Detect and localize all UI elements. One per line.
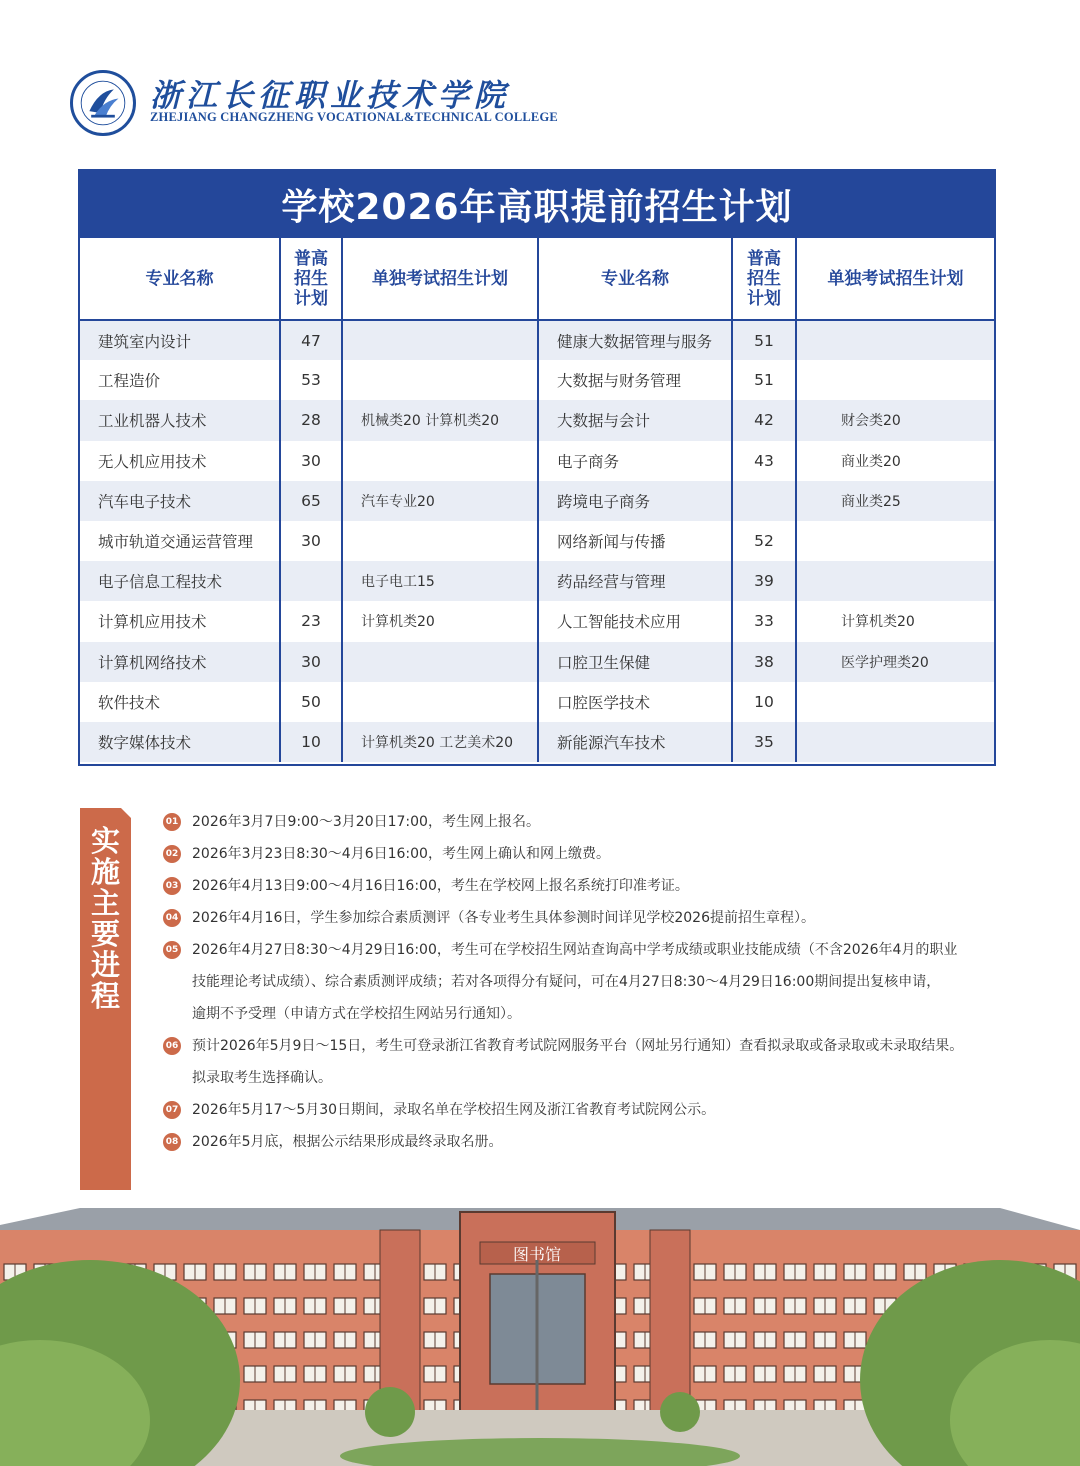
table-row bbox=[80, 722, 994, 762]
step-number-badge: 03 bbox=[163, 877, 181, 895]
col-header-general bbox=[280, 238, 342, 320]
major-name-cell: 药品经营与管理 bbox=[538, 561, 732, 601]
process-step bbox=[163, 1094, 1043, 1126]
school-logo bbox=[70, 70, 136, 136]
single-exam-plan-cell: 计算机类20 bbox=[796, 601, 994, 641]
process-title-char: 施 bbox=[90, 855, 120, 889]
process-step bbox=[163, 1126, 1043, 1158]
table-row bbox=[80, 481, 994, 521]
process-steps bbox=[163, 806, 1043, 1158]
major-name-cell: 数字媒体技术 bbox=[80, 722, 280, 762]
process-step bbox=[163, 934, 1043, 1030]
general-plan-cell: 47 bbox=[280, 320, 342, 360]
table-row bbox=[80, 441, 994, 481]
process-step bbox=[163, 870, 1043, 902]
single-exam-plan-cell bbox=[342, 320, 538, 360]
major-name-cell: 人工智能技术应用 bbox=[538, 601, 732, 641]
single-exam-plan-cell bbox=[342, 682, 538, 722]
major-name-cell: 建筑室内设计 bbox=[80, 320, 280, 360]
school-emblem-icon bbox=[73, 73, 133, 133]
table-row bbox=[80, 682, 994, 722]
process-step bbox=[163, 902, 1043, 934]
step-text-line: 技能理论考试成绩）、综合素质测评成绩；若对各项得分有疑问，可在4月27日8:30～4月29日16:00期间提出复核申请， bbox=[192, 974, 941, 990]
single-exam-plan-cell bbox=[796, 521, 994, 561]
col-header-general bbox=[732, 238, 796, 320]
step-text-line: 2026年4月13日9:00～4月16日16:00，考生在学校网上报名系统打印准考证。 bbox=[192, 878, 689, 894]
step-text-line: 2026年3月23日8:30～4月6日16:00，考生网上确认和网上缴费。 bbox=[192, 846, 610, 862]
col-header-general-line3: 计划 bbox=[294, 288, 328, 309]
major-name-cell: 计算机网络技术 bbox=[80, 642, 280, 682]
single-exam-plan-cell: 汽车专业20 bbox=[342, 481, 538, 521]
general-plan-cell: 30 bbox=[280, 441, 342, 481]
major-name-cell: 跨境电子商务 bbox=[538, 481, 732, 521]
general-plan-cell: 50 bbox=[280, 682, 342, 722]
general-plan-cell: 30 bbox=[280, 642, 342, 682]
school-name-en: ZHEJIANG CHANGZHENG VOCATIONAL&TECHNICAL COLLEGE bbox=[150, 110, 558, 124]
general-plan-cell: 51 bbox=[732, 320, 796, 360]
major-name-cell: 计算机应用技术 bbox=[80, 601, 280, 641]
single-exam-plan-cell: 医学护理类20 bbox=[796, 642, 994, 682]
col-header-general-line2: 招生 bbox=[747, 268, 781, 289]
table-row bbox=[80, 642, 994, 682]
table-row bbox=[80, 521, 994, 561]
enrollment-table bbox=[78, 169, 996, 766]
step-number-badge: 04 bbox=[163, 909, 181, 927]
step-text-line: 逾期不予受理（申请方式在学校招生网站另行通知）。 bbox=[192, 1006, 521, 1022]
major-name-cell: 无人机应用技术 bbox=[80, 441, 280, 481]
step-number-badge: 05 bbox=[163, 941, 181, 959]
plan-table bbox=[80, 238, 994, 762]
col-header-major: 专业名称 bbox=[80, 238, 280, 320]
single-exam-plan-cell bbox=[342, 642, 538, 682]
general-plan-cell: 39 bbox=[732, 561, 796, 601]
general-plan-cell: 35 bbox=[732, 722, 796, 762]
general-plan-cell: 52 bbox=[732, 521, 796, 561]
major-name-cell: 电子商务 bbox=[538, 441, 732, 481]
step-text-line: 2026年4月16日，学生参加综合素质测评（各专业考生具体参测时间详见学校2026提前招生章程）。 bbox=[192, 910, 815, 926]
major-name-cell: 健康大数据管理与服务 bbox=[538, 320, 732, 360]
single-exam-plan-cell: 机械类20 计算机类20 bbox=[342, 400, 538, 440]
process-step bbox=[163, 1030, 1043, 1094]
major-name-cell: 汽车电子技术 bbox=[80, 481, 280, 521]
col-header-major: 专业名称 bbox=[538, 238, 732, 320]
general-plan-cell: 10 bbox=[732, 682, 796, 722]
single-exam-plan-cell bbox=[796, 722, 994, 762]
general-plan-cell: 38 bbox=[732, 642, 796, 682]
single-exam-plan-cell: 电子电工15 bbox=[342, 561, 538, 601]
table-row bbox=[80, 561, 994, 601]
general-plan-cell: 33 bbox=[732, 601, 796, 641]
library-building-illustration bbox=[0, 1190, 1080, 1466]
major-name-cell: 大数据与财务管理 bbox=[538, 360, 732, 400]
general-plan-cell: 65 bbox=[280, 481, 342, 521]
table-body bbox=[80, 320, 994, 762]
major-name-cell: 大数据与会计 bbox=[538, 400, 732, 440]
single-exam-plan-cell bbox=[796, 320, 994, 360]
general-plan-cell: 51 bbox=[732, 360, 796, 400]
major-name-cell: 城市轨道交通运营管理 bbox=[80, 521, 280, 561]
major-name-cell: 口腔卫生保健 bbox=[538, 642, 732, 682]
col-header-general-line2: 招生 bbox=[294, 268, 328, 289]
general-plan-cell bbox=[732, 481, 796, 521]
single-exam-plan-cell: 计算机类20 工艺美术20 bbox=[342, 722, 538, 762]
process-title-char: 实 bbox=[90, 824, 120, 858]
table-row bbox=[80, 400, 994, 440]
process-title-char: 进 bbox=[90, 948, 120, 982]
general-plan-cell: 10 bbox=[280, 722, 342, 762]
process-title-char: 程 bbox=[90, 979, 120, 1013]
col-header-general-line3: 计划 bbox=[747, 288, 781, 309]
general-plan-cell: 30 bbox=[280, 521, 342, 561]
col-header-single-exam: 单独考试招生计划 bbox=[342, 238, 538, 320]
library-sign: 图书馆 bbox=[512, 1245, 562, 1264]
side-bar-corner bbox=[121, 808, 131, 818]
step-text-line: 2026年4月27日8:30～4月29日16:00，考生可在学校招生网站查询高中学考成绩或职业技能成绩（不含2026年4月的职业 bbox=[192, 942, 958, 958]
step-text-line: 2026年5月底，根据公示结果形成最终录取名册。 bbox=[192, 1134, 503, 1150]
general-plan-cell: 28 bbox=[280, 400, 342, 440]
process-title bbox=[80, 826, 131, 1012]
table-title: 学校2026年高职提前招生计划 bbox=[80, 171, 994, 238]
general-plan-cell: 23 bbox=[280, 601, 342, 641]
step-text-line: 预计2026年5月9日～15日，考生可登录浙江省教育考试院网服务平台（网址另行通知）查看拟录取或备录取或未录取结果。 bbox=[192, 1038, 964, 1054]
single-exam-plan-cell bbox=[342, 441, 538, 481]
single-exam-plan-cell: 商业类25 bbox=[796, 481, 994, 521]
major-name-cell: 工业机器人技术 bbox=[80, 400, 280, 440]
table-row bbox=[80, 320, 994, 360]
single-exam-plan-cell: 财会类20 bbox=[796, 400, 994, 440]
general-plan-cell: 53 bbox=[280, 360, 342, 400]
process-title-char: 主 bbox=[90, 886, 120, 920]
general-plan-cell: 43 bbox=[732, 441, 796, 481]
single-exam-plan-cell bbox=[342, 521, 538, 561]
single-exam-plan-cell: 商业类20 bbox=[796, 441, 994, 481]
major-name-cell: 软件技术 bbox=[80, 682, 280, 722]
table-row bbox=[80, 601, 994, 641]
process-title-char: 要 bbox=[90, 917, 120, 951]
major-name-cell: 网络新闻与传播 bbox=[538, 521, 732, 561]
single-exam-plan-cell bbox=[342, 360, 538, 400]
col-header-general-line1: 普高 bbox=[294, 248, 328, 269]
step-number-badge: 08 bbox=[163, 1133, 181, 1151]
step-text-line: 2026年3月7日9:00～3月20日17:00，考生网上报名。 bbox=[192, 814, 540, 830]
step-text-line: 拟录取考生选择确认。 bbox=[192, 1070, 332, 1086]
building-picture-icon bbox=[0, 1190, 1080, 1466]
process-side-bar bbox=[80, 808, 131, 1228]
major-name-cell: 口腔医学技术 bbox=[538, 682, 732, 722]
process-step bbox=[163, 806, 1043, 838]
step-number-badge: 07 bbox=[163, 1101, 181, 1119]
process-step bbox=[163, 838, 1043, 870]
school-name-cn: 浙江长征职业技术学院 bbox=[150, 78, 510, 114]
col-header-single-exam: 单独考试招生计划 bbox=[796, 238, 994, 320]
step-number-badge: 02 bbox=[163, 845, 181, 863]
general-plan-cell: 42 bbox=[732, 400, 796, 440]
step-number-badge: 01 bbox=[163, 813, 181, 831]
major-name-cell: 电子信息工程技术 bbox=[80, 561, 280, 601]
general-plan-cell bbox=[280, 561, 342, 601]
table-header-row bbox=[80, 238, 994, 320]
single-exam-plan-cell bbox=[796, 561, 994, 601]
single-exam-plan-cell bbox=[796, 682, 994, 722]
step-text-line: 2026年5月17～5月30日期间，录取名单在学校招生网及浙江省教育考试院网公示。 bbox=[192, 1102, 716, 1118]
step-number-badge: 06 bbox=[163, 1037, 181, 1055]
single-exam-plan-cell: 计算机类20 bbox=[342, 601, 538, 641]
major-name-cell: 新能源汽车技术 bbox=[538, 722, 732, 762]
single-exam-plan-cell bbox=[796, 360, 994, 400]
table-row bbox=[80, 360, 994, 400]
col-header-general-line1: 普高 bbox=[747, 248, 781, 269]
major-name-cell: 工程造价 bbox=[80, 360, 280, 400]
